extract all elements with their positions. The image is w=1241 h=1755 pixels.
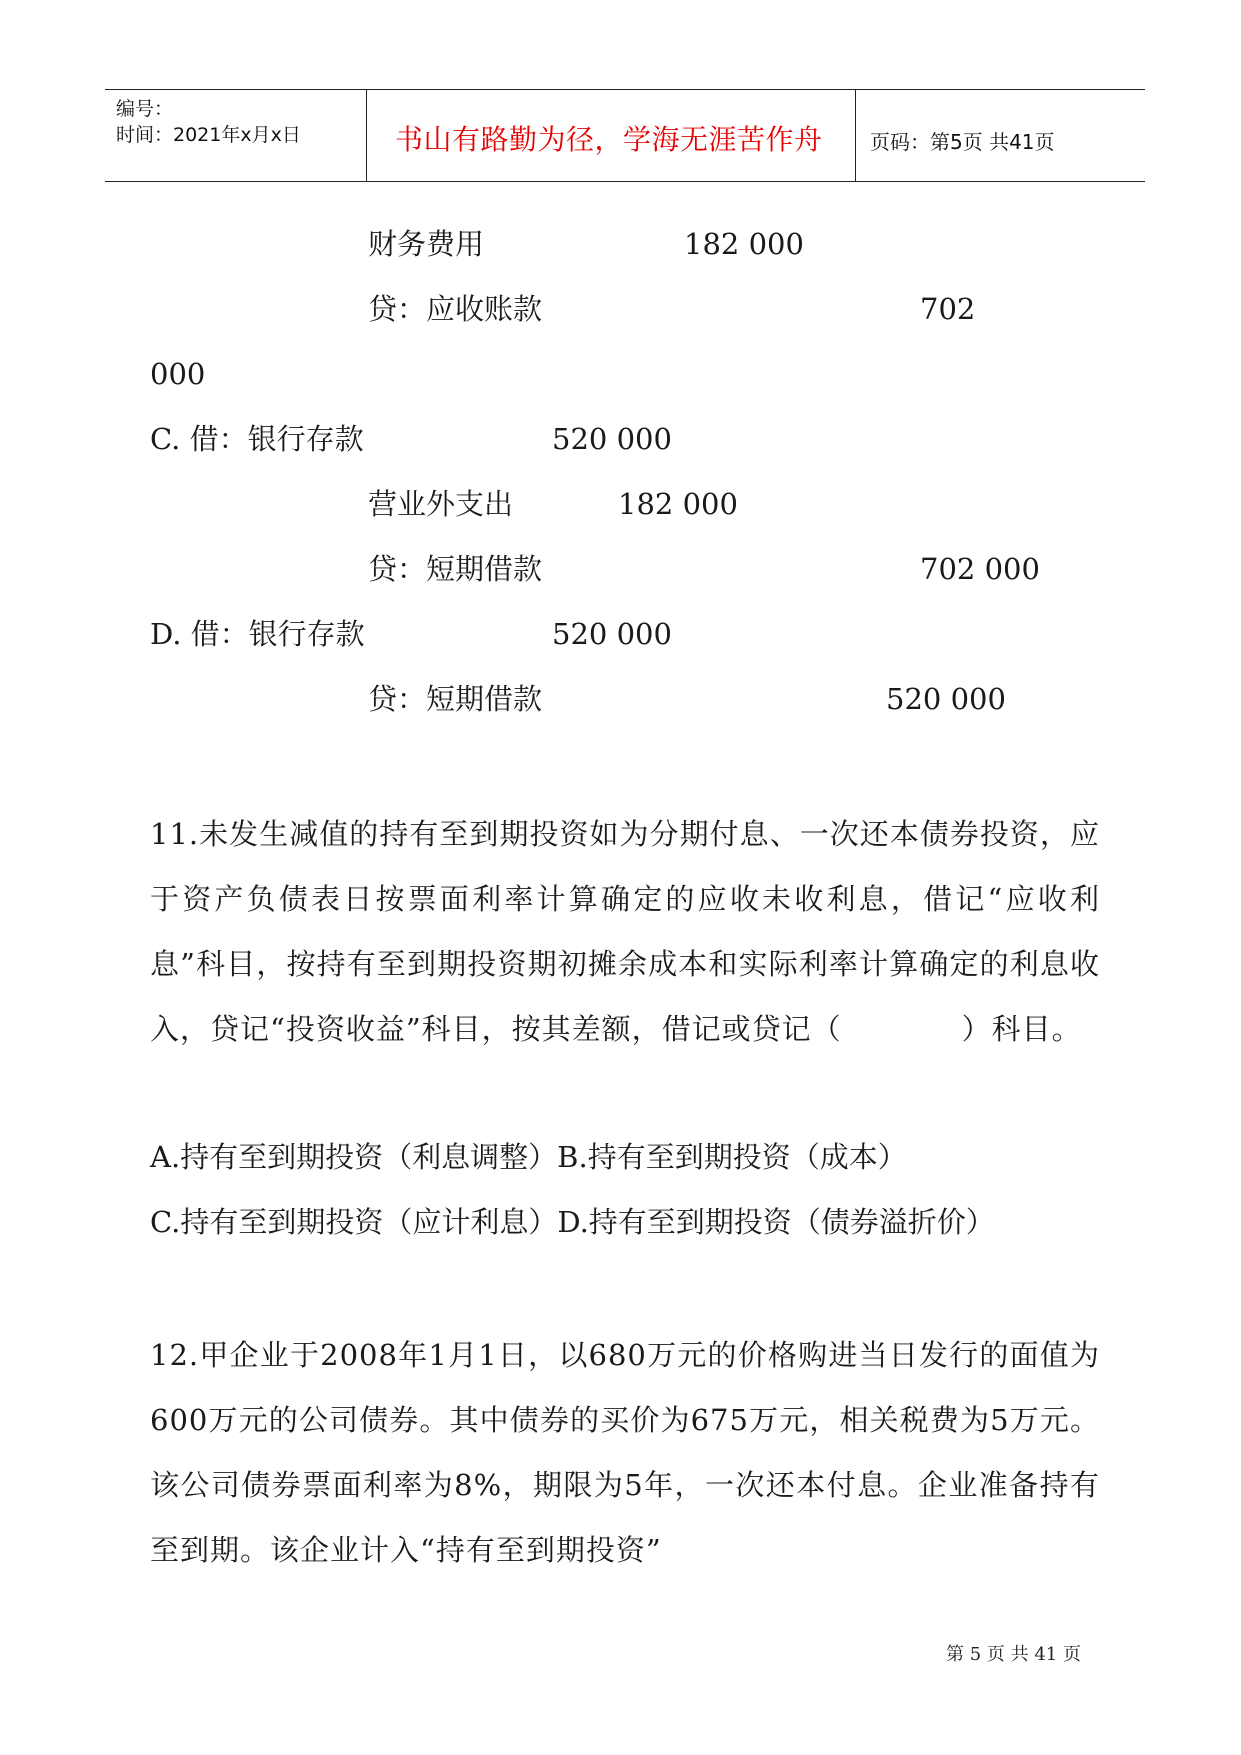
entry-b-credit-label: 贷：应收账款 xyxy=(368,292,543,326)
question-12-stem: 12.甲企业于2008年1月1日，以680万元的价格购进当日发行的面值为600万元的公司债券。其中债券的买价为675万元，相关税费为5万元。该公司债券票面利率为8%，期限为5年，一次还本付息。企业准备持有至到期。该企业计入“持有至到期投资” xyxy=(150,1338,1100,1567)
entry-c-credit-label: 贷：短期借款 xyxy=(368,552,543,586)
question-11-options-cd: C.持有至到期投资（应计利息）D.持有至到期投资（债券溢折价） xyxy=(150,1205,995,1239)
entry-d-credit-label: 贷：短期借款 xyxy=(368,682,543,716)
question-11-options-ab: A.持有至到期投资（利息调整）B.持有至到期投资（成本） xyxy=(150,1140,907,1174)
page-footer: 第 5 页 共 41 页 xyxy=(946,1644,1081,1665)
entry-b-finance-amount: 182 000 xyxy=(684,227,804,261)
entry-c-debit-label: C. 借：银行存款 xyxy=(150,422,364,456)
entry-b-credit-amount-wrap: 000 xyxy=(150,357,206,391)
entry-d-debit-label: D. 借：银行存款 xyxy=(150,617,365,651)
entry-d-debit-amount: 520 000 xyxy=(552,617,672,651)
header-time-label: 时间：2021年x月x日 xyxy=(116,124,301,146)
header-bottom-rule xyxy=(105,181,1145,182)
header-number-label: 编号： xyxy=(116,98,174,120)
header-page-info: 页码：第5页 共41页 xyxy=(870,130,1055,154)
entry-c-nonop-amount: 182 000 xyxy=(618,487,738,521)
header-top-rule xyxy=(105,89,1145,90)
entry-c-nonop-label: 营业外支出 xyxy=(368,487,514,521)
entry-c-debit-amount: 520 000 xyxy=(552,422,672,456)
entry-b-finance-fee: 财务费用 xyxy=(368,227,485,261)
question-11-stem: 11.未发生减值的持有至到期投资如为分期付息、一次还本债券投资，应于资产负债表日按票面利率计算确定的应收未收利息，借记“应收利息”科目，按持有至到期投资期初摊余成本和实际利率计算确定的利息收入，贷记“投资收益”科目，按其差额，借记或贷记（ ）科目。 xyxy=(150,817,1100,1046)
header-motto: 书山有路勤为径，学海无涯苦作舟 xyxy=(395,123,823,156)
entry-d-credit-amount: 520 000 xyxy=(886,682,1006,716)
header-divider-right xyxy=(855,90,856,182)
entry-c-credit-amount: 702 000 xyxy=(920,552,1040,586)
header-divider-left xyxy=(366,90,367,182)
entry-b-credit-amount: 702 xyxy=(920,292,976,326)
